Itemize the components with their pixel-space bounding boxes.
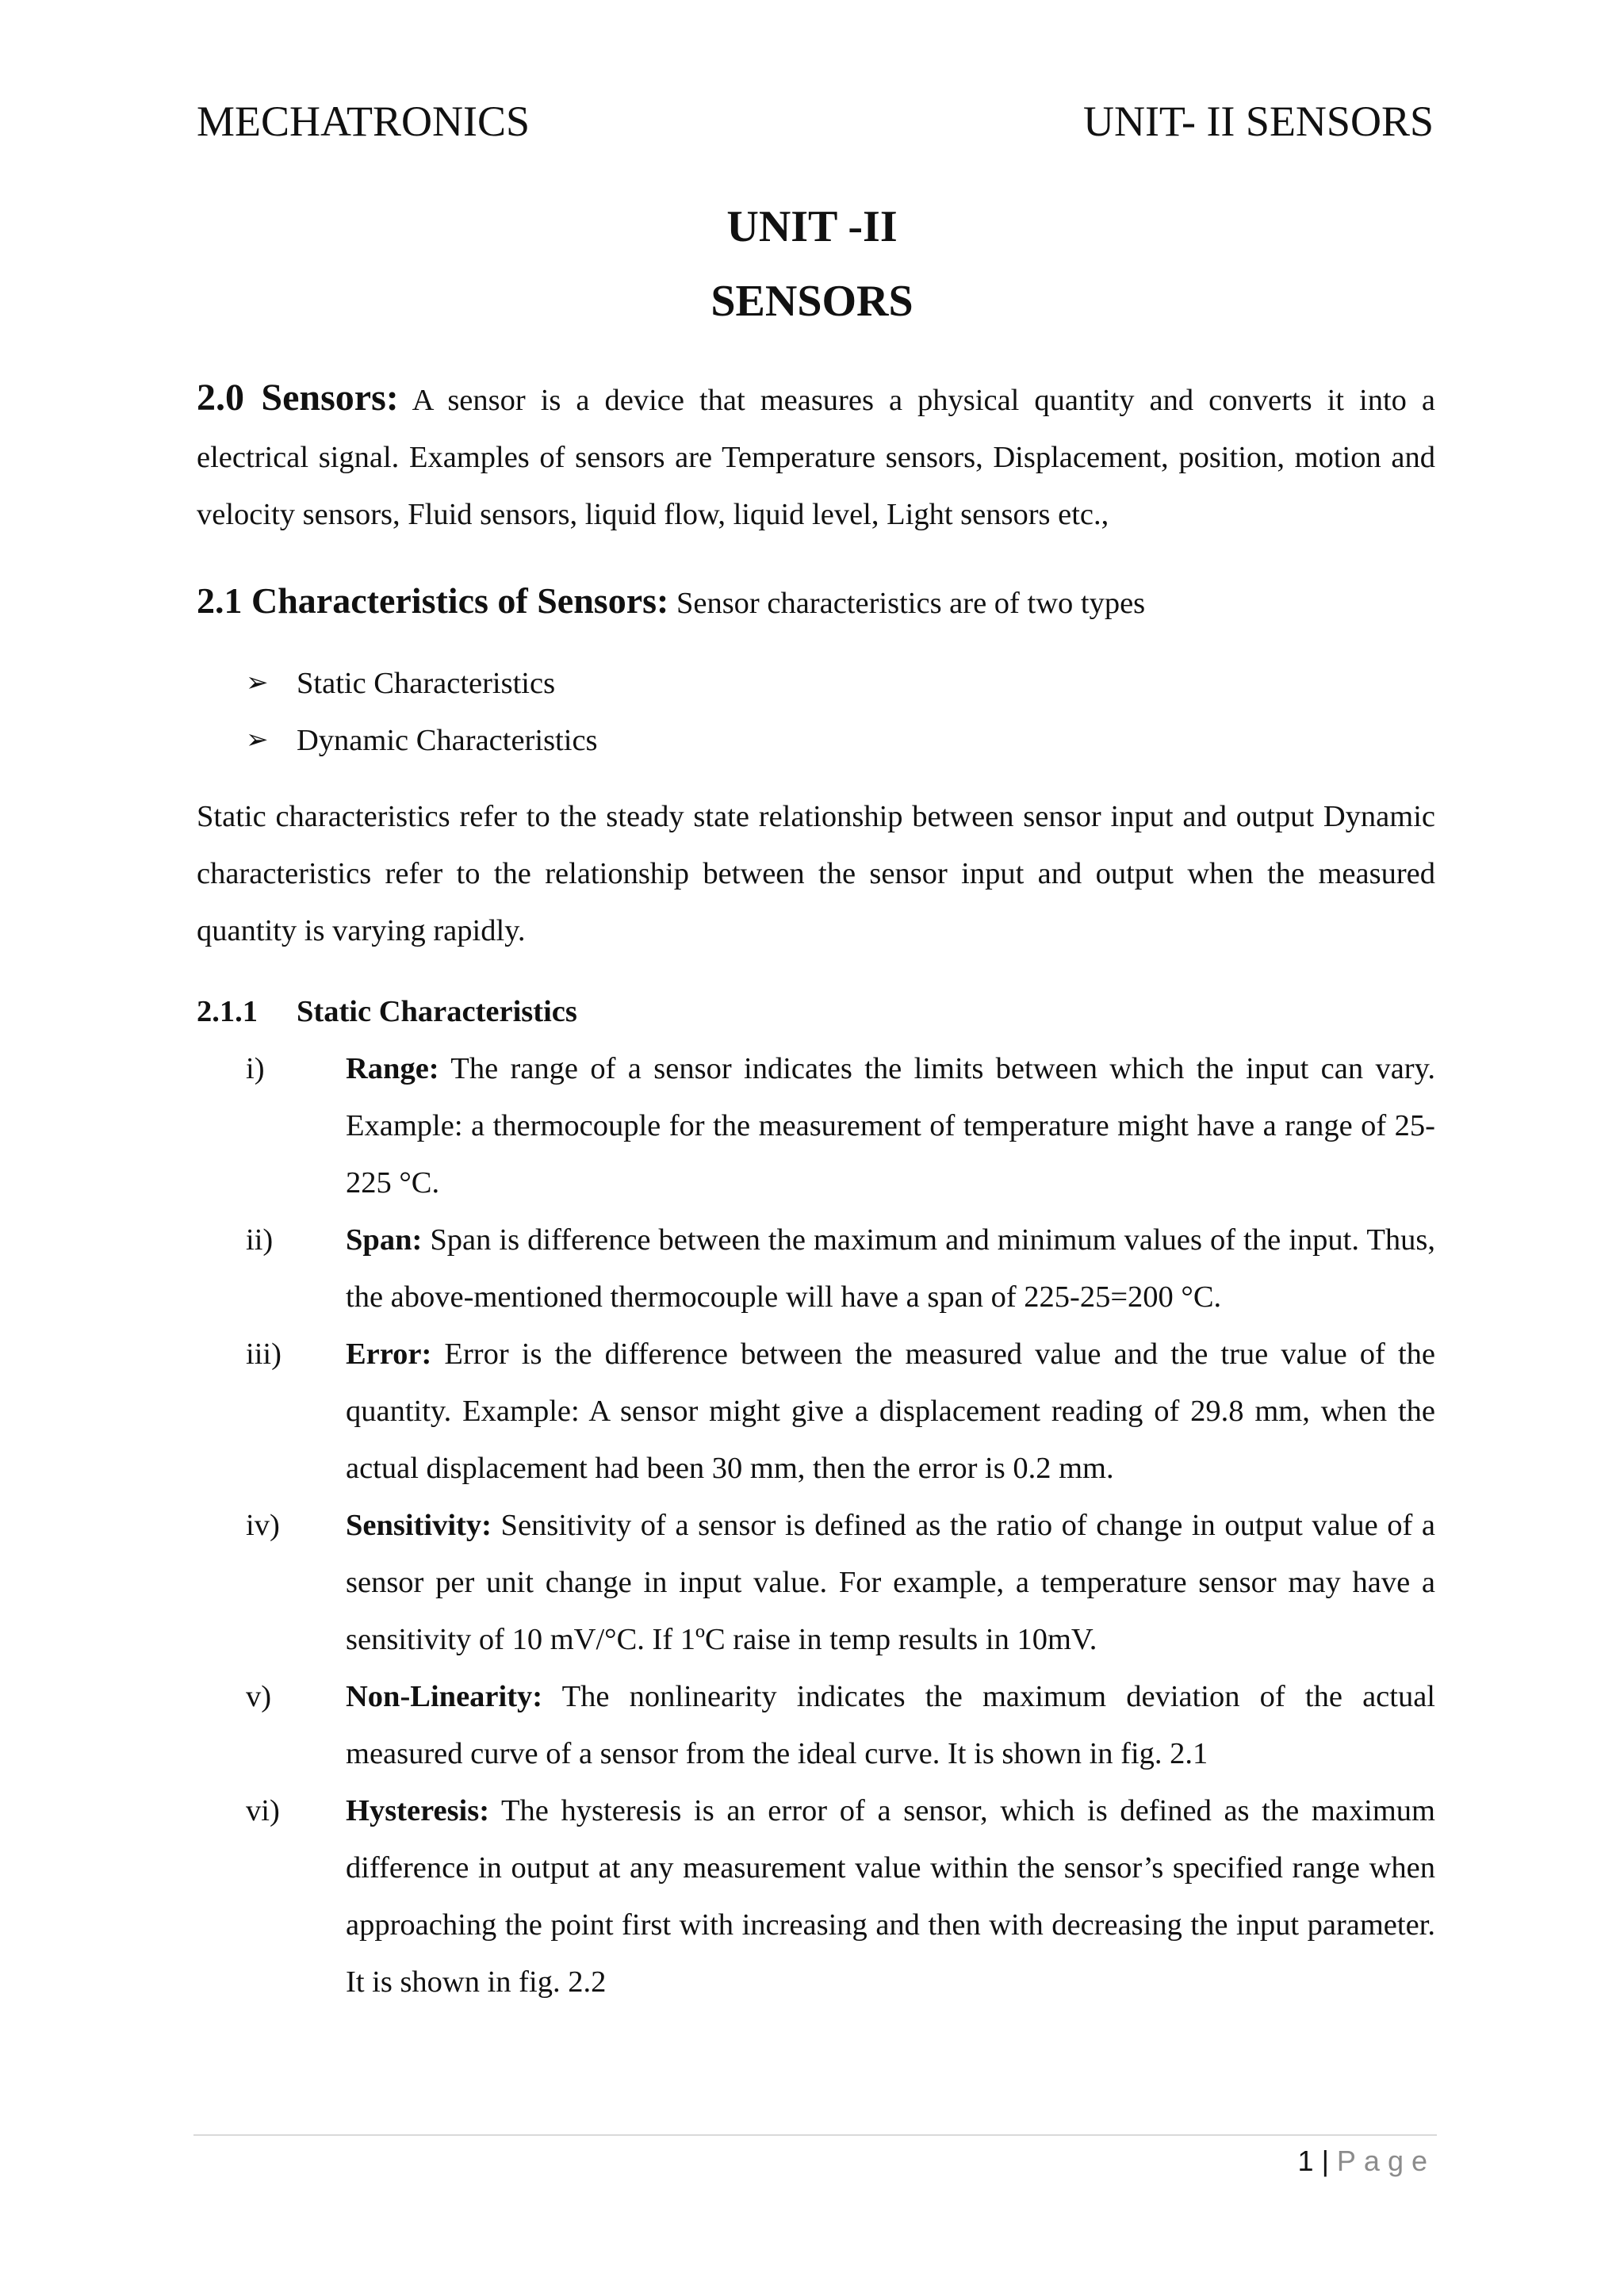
item-text: Sensitivity of a sensor is defined as the ratio of change in output value of a sensor per unit change in input value. For example, a temperature sensor may have a sensitivity of 10 mV/°C. If 1ºC raise in temp results in 10mV.	[346, 1509, 1435, 1656]
section-heading	[197, 983, 577, 1040]
intro-heading: 2.0 Sensors:	[197, 377, 399, 419]
arrow-bullet-icon: ➢	[246, 725, 269, 755]
characteristics-explanation: Static characteristics refer to the steady state relationship between sensor input and output Dynamic characteristics refer to the relationship between the sensor input and output when the measured quantity is varying rapidly.	[197, 800, 1435, 947]
list-item-label: Dynamic Characteristics	[297, 724, 598, 757]
header-unit-title: UNIT- II SENSORS	[1082, 98, 1434, 145]
characteristics-heading: 2.1 Characteristics of Sensors:	[197, 580, 669, 621]
item-numeral: iii)	[246, 1337, 282, 1371]
item-body	[346, 1668, 1435, 1782]
arrow-bullet-icon: ➢	[246, 668, 269, 698]
page-label: Page	[1336, 2145, 1435, 2177]
item-text: Span is difference between the maximum and minimum values of the input. Thus, the above-mentioned thermocouple will have a span of 225-25=200 °C.	[346, 1223, 1435, 1314]
characteristics-list	[246, 655, 598, 769]
section-title: Static Characteristics	[297, 995, 577, 1028]
item-numeral: ii)	[246, 1223, 274, 1257]
unit-number: UNIT -II	[726, 202, 898, 251]
item-body	[346, 1782, 1435, 2011]
characteristics-paragraph	[197, 572, 1435, 632]
static-characteristics-list	[197, 1040, 1435, 2011]
item-numeral: i)	[246, 1052, 265, 1085]
intro-text: A sensor is a device that measures a physical quantity and converts it into a electrical signal. Examples of sensors are Temperature sensors, Displacement, position, motion and velocity sensors, Fluid sensors, liquid flow, liquid level, Light sensors etc.,	[197, 384, 1435, 531]
item-body	[346, 1326, 1435, 1497]
section-number: 2.1.1	[197, 995, 258, 1028]
running-header	[197, 94, 1434, 149]
item-text: The hysteresis is an error of a sensor, which is defined as the maximum difference in output at any measurement value within the sensor’s specified range when approaching the point first with increasing and then with decreasing the input parameter. It is shown in fig. 2.2	[346, 1794, 1435, 1999]
item-text: The range of a sensor indicates the limits between which the input can vary. Example: a thermocouple for the measurement of temperature might have a range of 25-225 °C.	[346, 1052, 1435, 1200]
item-body	[346, 1211, 1435, 1326]
header-course-title: MECHATRONICS	[197, 98, 530, 145]
page-number-separator: |	[1321, 2145, 1329, 2177]
item-numeral: vi)	[246, 1794, 280, 1827]
item-body	[346, 1497, 1435, 1668]
item-term: Non-Linearity:	[346, 1680, 543, 1713]
item-numeral: v)	[246, 1680, 272, 1713]
unit-title	[0, 200, 1624, 328]
item-body	[346, 1040, 1435, 1211]
item-term: Error:	[346, 1337, 432, 1371]
intro-paragraph	[197, 369, 1435, 543]
item-numeral: iv)	[246, 1509, 280, 1542]
list-item	[197, 1326, 1435, 1497]
item-text: Error is the difference between the measured value and the true value of the quantity. Example: A sensor might give a displacement reading of 29.8 mm, when the actual displacement had been 30 mm, then the error is 0.2 mm.	[346, 1337, 1435, 1485]
list-item	[246, 712, 598, 769]
list-item	[197, 1497, 1435, 1668]
item-term: Hysteresis:	[346, 1794, 490, 1827]
page-number-value: 1	[1297, 2145, 1314, 2177]
list-item	[197, 1782, 1435, 2011]
list-item	[197, 1668, 1435, 1782]
unit-name: SENSORS	[710, 277, 914, 326]
item-text: The nonlinearity indicates the maximum deviation of the actual measured curve of a sensor from the ideal curve. It is shown in fig. 2.1	[346, 1680, 1435, 1770]
page-number	[1298, 2142, 1435, 2180]
characteristics-text: Sensor characteristics are of two types	[676, 587, 1146, 620]
list-item-label: Static Characteristics	[297, 667, 556, 700]
list-item	[246, 655, 598, 712]
list-item	[197, 1211, 1435, 1326]
footer-divider	[193, 2134, 1437, 2136]
list-item	[197, 1040, 1435, 1211]
item-term: Sensitivity:	[346, 1509, 492, 1542]
item-term: Range:	[346, 1052, 439, 1085]
item-term: Span:	[346, 1223, 423, 1257]
